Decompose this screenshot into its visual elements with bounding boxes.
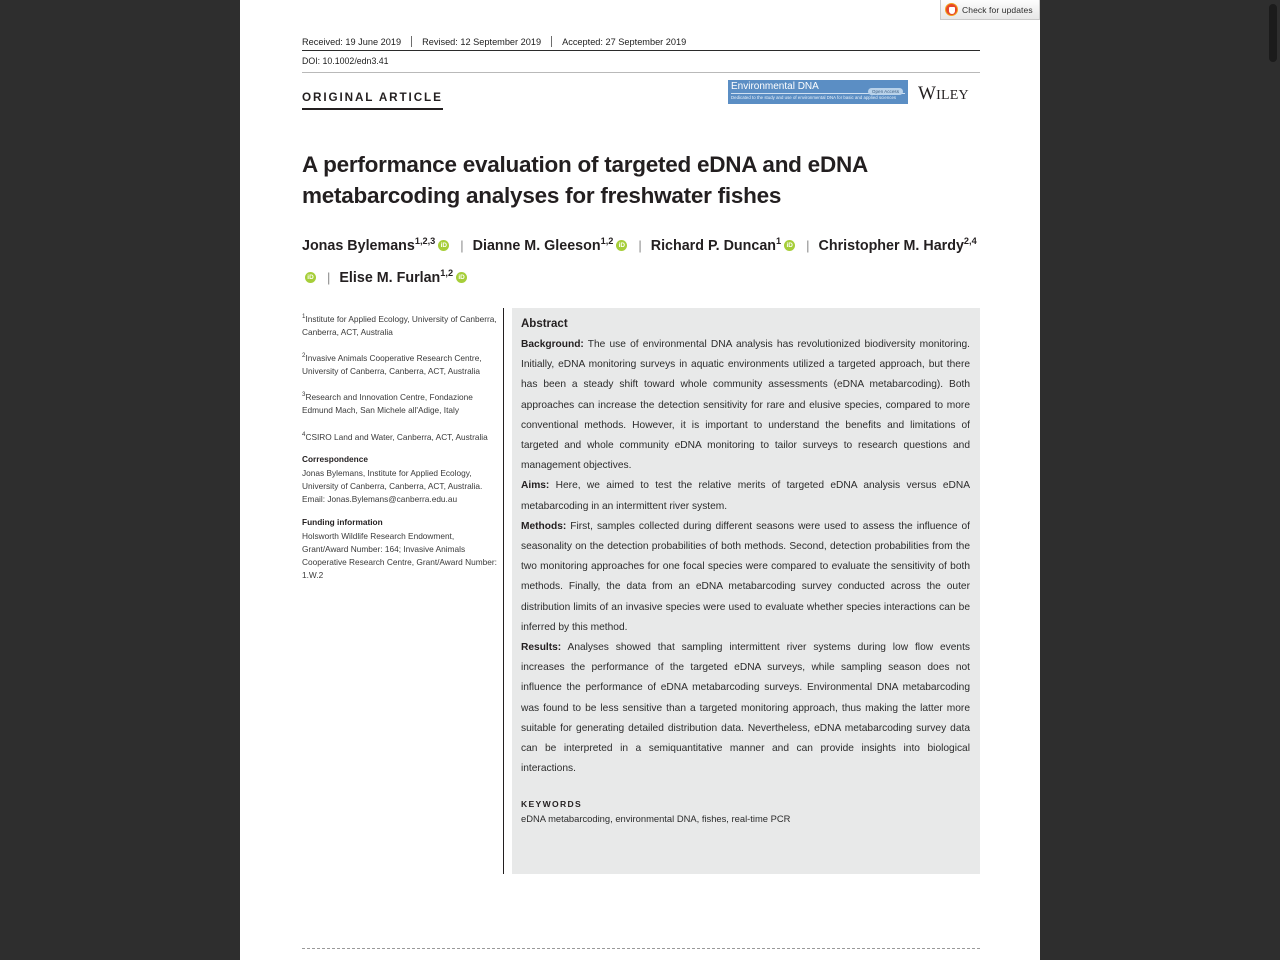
author-separator: | [327,269,331,285]
abstract-section-label: Results: [521,642,562,654]
affiliation-item: $^1$Institute for Applied Ecology, University of Canberra, Canberra, ACT, Australia [302,313,497,337]
abstract-section: Background: The use of environmental DNA analysis has revolutionized biodiversity monitoring. Initially, eDNA monitoring surveys in aquatic environments utilized a targeted approach, but there has been a steady shift toward whole community assessments (eDNA metabarcoding). Both approaches can increase the detection sensitivity for rare and elusive species, compared to more conventional methods. However, it is important to understand the benefits and limitations of targeted and whole community eDNA monitoring to tailor surveys to research questions and management objectives. [521,339,970,472]
funding-block [302,516,498,582]
journal-logo [728,80,908,104]
abstract-heading: Abstract [521,318,568,330]
abstract-section-label: Methods: [521,520,567,532]
author-name[interactable]: Elise M. Furlan$^{1,2}$ [339,267,454,286]
journal-tagline: Dedicated to the study and use of environmental DNA for basic and applied sciences [731,95,897,100]
funding-heading: Funding information [302,517,383,528]
author-name[interactable]: Jonas Bylemans$^{1,2,3}$ [302,236,436,254]
correspondence-heading: Correspondence [302,454,368,465]
affiliation-item: $^3$Research and Innovation Centre, Fondazione Edmund Mach, San Michele all'Adige, Italy [302,391,473,416]
author-affiliation-marker: 1,2 [440,267,454,278]
abstract-section-label: Background: [521,339,584,350]
doi-line[interactable]: DOI: 10.1002/edn3.41 [302,56,980,73]
author-affiliation-marker: 1,2 [600,236,614,246]
article-type-row [302,80,980,114]
author-list [302,228,980,292]
scrollbar-thumb[interactable] [1269,4,1277,62]
author-name[interactable]: Christopher M. Hardy$^{2,4}$ [818,236,977,254]
journal-name: Environmental DNA [731,81,819,92]
logo-rule [731,89,905,94]
article-metadata-column [302,310,498,592]
footer-note [302,953,980,960]
author-affiliation-marker: 2,4 [963,236,977,246]
abstract-panel [512,308,980,874]
check-for-updates-icon [945,3,958,16]
correspondence-body: Jonas Bylemans, Institute for Applied Ecology, University of Canberra, Canberra, ACT, Australia. [302,467,483,491]
open-access-badge: Open Access [868,88,903,95]
publisher-logo-text: ILEY [936,88,969,103]
orcid-icon[interactable] [616,240,627,251]
author-affiliation-marker: 1,2,3 [414,236,436,246]
abstract-accent-rule [503,308,504,874]
accepted-date: Accepted: 27 September 2019 [562,36,687,47]
abstract-section-label: Aims: [521,480,550,492]
orcid-icon[interactable] [438,240,449,251]
funding-body: Holsworth Wildlife Research Endowment, Grant/Award Number: 164; Invasive Animals Cooperative Research Centre, Grant/Award Number: 1.W.2 [302,530,497,581]
author-affiliation-marker: 1 [776,236,782,246]
page-title: A performance evaluation of targeted eDNA and eDNA metabarcoding analyses for freshwater fishes [302,152,868,209]
keywords-list: eDNA metabarcoding, environmental DNA, fishes, real-time PCR [521,813,791,825]
affiliation-item: $^4$CSIRO Land and Water, Canberra, ACT, Australia [302,430,488,442]
orcid-icon[interactable] [456,272,467,283]
author-name[interactable]: Dianne M. Gleeson$^{1,2}$ [472,236,614,254]
orcid-icon[interactable] [305,272,316,283]
publisher-logo: WILEY [918,83,969,104]
footer-divider [302,948,980,949]
affiliation-marker: 1 [302,313,306,320]
revised-date: Revised: 12 September 2019 [422,36,542,47]
abstract-section: Results: Analyses showed that sampling intermittent river systems during low flow events increases the performance of the targeted eDNA surveys, while sampling season does not influence the performance of eDNA metabarcoding surveys. Environmental DNA metabarcoding was found to be less sensitive than a targeted monitoring approach, thus making the latter more suitable for generating detailed distribution data. Nevertheless, eDNA metabarcoding survey data can be interpreted in a semiquantitative manner and can provide insights into biological interactions. [521,642,970,775]
author-separator: | [638,237,642,253]
author-name[interactable]: Richard P. Duncan$^1$ [650,236,782,254]
affiliation-marker: 2 [302,352,306,360]
author-separator: | [460,237,464,253]
abstract-section: Aims: Here, we aimed to test the relative merits of targeted eDNA analysis versus eDNA metabarcoding in an intermittent river system. [521,480,970,512]
article-page [240,0,1040,960]
correspondence-block [302,453,498,506]
abstract-body [521,335,970,779]
affiliation-item: $^2$Invasive Animals Cooperative Research Centre, University of Canberra, Canberra, ACT, Australia [302,352,482,377]
affiliation-marker: 3 [302,391,306,399]
abstract-section: Methods: First, samples collected during different seasons were used to assess the influence of seasonality on the detection probabilities of both methods. Second, detection probabilities from the two monitoring approaches for one focal species were compared to evaluate the sensitivity of both methods. Finally, the data from an eDNA metabarcoding survey conducted across the outer distribution limits of an invasive species were used to evaluate whether species interactions can be inferred by this method. [521,520,970,633]
article-type-label: ORIGINAL ARTICLE [302,91,443,110]
check-for-updates-badge[interactable] [940,0,1040,20]
check-for-updates-label: Check for updates [962,4,1033,15]
vertical-scrollbar[interactable] [1266,0,1280,960]
affiliations-list [302,310,498,443]
affiliation-marker: 4 [302,430,306,438]
author-separator: | [806,237,810,253]
received-date: Received: 19 June 2019 [302,36,402,47]
keywords-heading: KEYWORDS [521,799,583,810]
orcid-icon[interactable] [784,240,795,251]
correspondence-email[interactable]: Email: Jonas.Bylemans@canberra.edu.au [302,494,458,505]
article-history [302,36,980,51]
